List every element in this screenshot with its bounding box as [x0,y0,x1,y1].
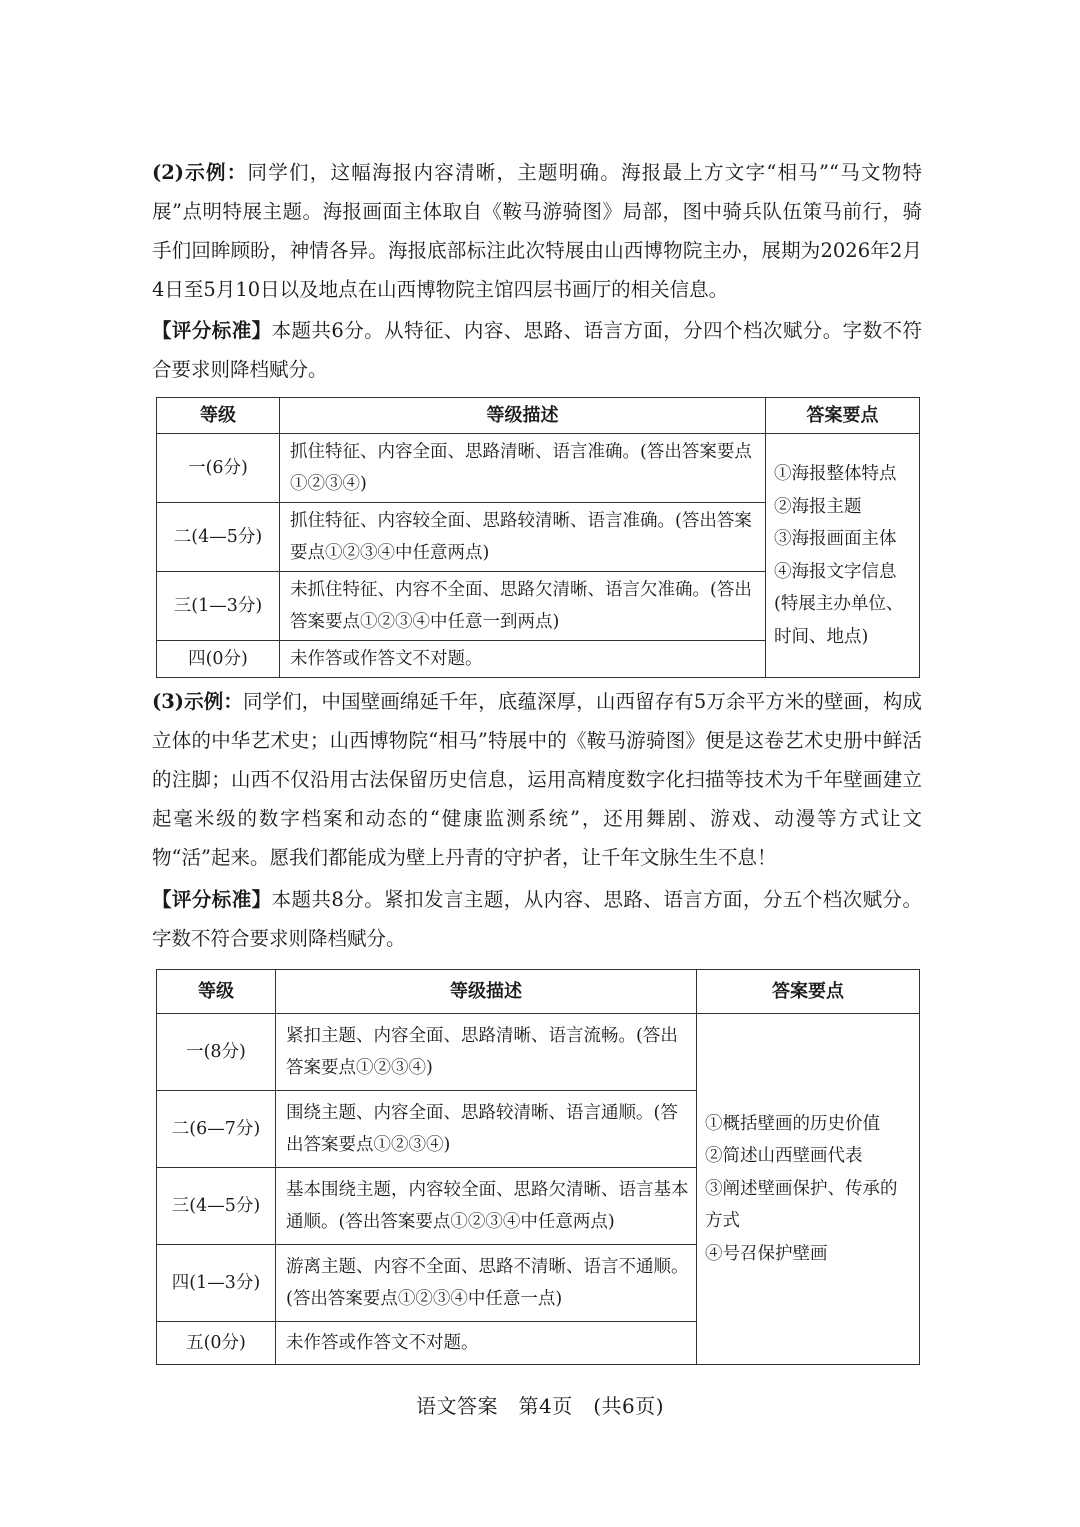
answer-point: ②简述山西壁画代表 [705,1146,863,1167]
section-2-example [152,153,922,309]
row-level: 一(8分) [157,1014,276,1091]
section-2-text: 同学们，这幅海报内容清晰，主题明确。海报最上方文字“相马”“马文物特展”点明特展主题。海报画面主体取自《鞍马游骑图》局部，图中骑兵队伍策马前行，骑手们回眸顾盼，神情各异。海报底部标注此次特展由山西博物院主办，展期为2026年2月4日至5月10日以及地点在山西博物院主馆四层书画厅的相关信息。 [152,161,922,301]
header-points: 答案要点 [697,970,920,1014]
answer-points [766,434,920,678]
row-description: 基本围绕主题，内容较全面、思路欠清晰、语言基本通顺。(答出答案要点①②③④中任意两点) [276,1168,697,1245]
table-header-row [157,398,920,434]
section-2-label: (2)示例： [152,161,248,184]
header-points: 答案要点 [766,398,920,434]
row-level: 一(6分) [157,434,280,503]
header-level: 等级 [157,398,280,434]
grading-table-2 [156,969,920,1365]
row-description: 紧扣主题、内容全面、思路清晰、语言流畅。(答出答案要点①②③④) [276,1014,697,1091]
row-level: 三(1—3分) [157,572,280,641]
table-header-row [157,970,920,1014]
row-description: 抓住特征、内容全面、思路清晰、语言准确。(答出答案要点①②③④) [280,434,766,503]
row-level: 四(1—3分) [157,1245,276,1322]
row-level: 三(4—5分) [157,1168,276,1245]
criteria-text: 本题共8分。紧扣发言主题，从内容、思路、语言方面，分五个档次赋分。字数不符合要求则降档赋分。 [152,888,922,950]
answer-point: ④海报文字信息 [774,561,897,582]
section-3-example [152,682,922,877]
row-level: 五(0分) [157,1322,276,1365]
criteria-label: 【评分标准】 [152,888,272,911]
section-3-criteria [152,880,922,958]
grading-table-1 [156,397,920,678]
section-2-criteria [152,311,922,389]
table-row [157,434,920,503]
row-description: 未作答或作答文不对题。 [280,641,766,678]
answer-point: ③阐述壁画保护、传承的方式 [705,1178,898,1232]
table-row [157,1014,920,1091]
header-description: 等级描述 [276,970,697,1014]
header-description: 等级描述 [280,398,766,434]
answer-point: (特展主办单位、时间、地点) [774,594,904,647]
row-description: 未作答或作答文不对题。 [276,1322,697,1365]
row-description: 抓住特征、内容较全面、思路较清晰、语言准确。(答出答案要点①②③④中任意两点) [280,503,766,572]
section-3-label: (3)示例： [152,690,243,713]
answer-point: ③海报画面主体 [774,529,897,549]
criteria-text: 本题共6分。从特征、内容、思路、语言方面，分四个档次赋分。字数不符合要求则降档赋分。 [152,319,922,381]
row-description: 围绕主题、内容全面、思路较清晰、语言通顺。(答出答案要点①②③④) [276,1091,697,1168]
row-level: 二(4—5分) [157,503,280,572]
row-description: 未抓住特征、内容不全面、思路欠清晰、语言欠准确。(答出答案要点①②③④中任意一到两点) [280,572,766,641]
answer-point: ①海报整体特点 [774,464,897,484]
section-3-text: 同学们，中国壁画绵延千年，底蕴深厚，山西留存有5万余平方米的壁画，构成立体的中华艺术史；山西博物院“相马”特展中的《鞍马游骑图》便是这卷艺术史册中鲜活的注脚；山西不仅沿用古法保留历史信息，运用高精度数字化扫描等技术为千年壁画建立起毫米级的数字档案和动态的“健康监测系统”，还用舞剧、游戏、动漫等方式让文物“活”起来。愿我们都能成为壁上丹青的守护者，让千年文脉生生不息！ [152,690,922,869]
answer-points [697,1014,920,1365]
row-level: 二(6—7分) [157,1091,276,1168]
page-footer: 语文答案 第4页 (共6页) [415,1394,665,1418]
row-level: 四(0分) [157,641,280,678]
header-level: 等级 [157,970,276,1014]
row-description: 游离主题、内容不全面、思路不清晰、语言不通顺。(答出答案要点①②③④中任意一点) [276,1245,697,1322]
answer-point: ①概括壁画的历史价值 [705,1113,880,1134]
answer-point: ④号召保护壁画 [705,1243,828,1264]
criteria-label: 【评分标准】 [152,319,272,342]
answer-point: ②海报主题 [774,496,862,517]
